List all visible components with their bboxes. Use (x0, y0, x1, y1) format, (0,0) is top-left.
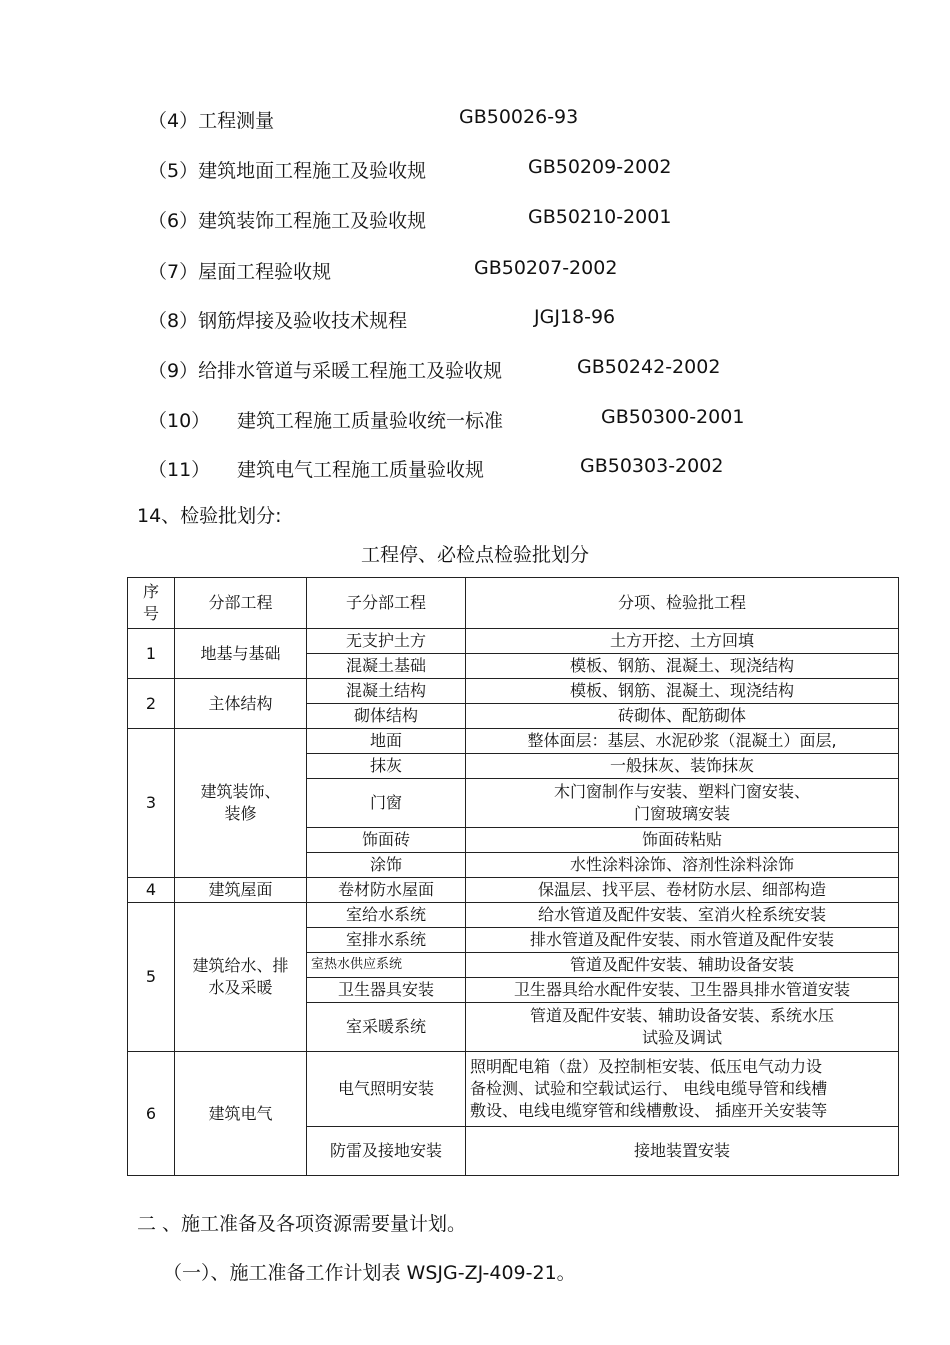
standard-name: 屋面工程验收规 (198, 261, 332, 283)
items-cell: 排水管道及配件安装、雨水管道及配件安装 (466, 928, 899, 953)
standard-code: GB50210-2001 (528, 206, 672, 228)
division-line2: 装修 (224, 804, 257, 823)
inspection-batch-table (127, 577, 899, 1176)
subdivision-cell: 室给水系统 (307, 903, 466, 928)
standard-code: JGJ18-96 (534, 306, 616, 328)
table-row (128, 629, 899, 654)
subdivision-cell: 电气照明安装 (307, 1052, 466, 1127)
standard-code: GB50209-2002 (528, 156, 672, 178)
table-header-row (128, 578, 899, 629)
items-cell (466, 1052, 899, 1127)
table-row (128, 729, 899, 754)
subdivision-cell: 砌体结构 (307, 704, 466, 729)
items-line2: 试验及调试 (641, 1028, 722, 1047)
subdivision-cell: 涂饰 (307, 853, 466, 878)
items-cell: 饰面砖粘贴 (466, 828, 899, 853)
division-line2: 水及采暖 (208, 978, 273, 997)
seq-cell: 6 (128, 1052, 175, 1176)
seq-cell: 4 (128, 878, 175, 903)
items-cell: 卫生器具给水配件安装、卫生器具排水管道安装 (466, 978, 899, 1003)
items-cell: 模板、钢筋、混凝土、现浇结构 (466, 679, 899, 704)
standard-code: GB50300-2001 (601, 406, 745, 428)
standard-code: GB50242-2002 (577, 356, 721, 378)
standard-number: （6） (148, 210, 199, 232)
table-title: 工程停、必检点检验批划分 (360, 544, 589, 566)
header-subdivision: 子分部工程 (307, 578, 466, 629)
items-cell: 接地装置安装 (466, 1127, 899, 1176)
seq-cell: 1 (128, 629, 175, 679)
standard-name: 给排水管道与采暖工程施工及验收规 (198, 360, 503, 382)
division-cell (175, 729, 307, 878)
header-seq-line2: 号 (142, 604, 159, 623)
standard-item (148, 156, 672, 183)
division-cell: 建筑电气 (175, 1052, 307, 1176)
subdivision-cell: 地面 (307, 729, 466, 754)
items-cell: 整体面层：基层、水泥砂浆（混凝土）面层, (466, 729, 899, 754)
items-line1: 木门窗制作与安装、塑料门窗安装、 (553, 782, 810, 801)
standard-name: 建筑电气工程施工质量验收规 (237, 459, 485, 481)
subdivision-cell: 混凝土基础 (307, 654, 466, 679)
division-line1: 建筑给水、排 (192, 956, 289, 975)
subdivision-cell: 饰面砖 (307, 828, 466, 853)
standard-number: （11） (148, 459, 211, 481)
items-cell: 管道及配件安装、辅助设备安装 (466, 953, 899, 978)
section-2-heading: 二 、施工准备及各项资源需要量计划。 (137, 1213, 467, 1235)
subdivision-cell: 室热水供应系统 (307, 953, 466, 978)
items-cell: 土方开挖、土方回填 (466, 629, 899, 654)
items-line1: 照明配电箱（盘）及控制柜安装、低压电气动力设 (470, 1057, 823, 1076)
items-cell: 水性涂料涂饰、溶剂性涂料涂饰 (466, 853, 899, 878)
items-line2: 门窗玻璃安装 (633, 804, 730, 823)
subdivision-cell: 卫生器具安装 (307, 978, 466, 1003)
items-cell: 给水管道及配件安装、室消火栓系统安装 (466, 903, 899, 928)
division-cell: 建筑屋面 (175, 878, 307, 903)
subdivision-cell: 防雷及接地安装 (307, 1127, 466, 1176)
table-row (128, 1052, 899, 1127)
seq-cell: 2 (128, 679, 175, 729)
standard-item (148, 356, 721, 383)
standard-item (148, 106, 579, 133)
division-cell: 地基与基础 (175, 629, 307, 679)
subdivision-cell: 室排水系统 (307, 928, 466, 953)
standard-item (148, 206, 672, 233)
items-cell: 砖砌体、配筋砌体 (466, 704, 899, 729)
standard-name: 工程测量 (198, 110, 275, 132)
standard-number: （7） (148, 261, 199, 283)
section-2-1-heading: （一）、施工准备工作计划表 WSJG-ZJ-409-21。 (163, 1262, 576, 1284)
items-cell: 保温层、找平层、卷材防水层、细部构造 (466, 878, 899, 903)
seq-cell: 5 (128, 903, 175, 1052)
standard-number: （9） (148, 360, 199, 382)
standard-code: GB50303-2002 (580, 455, 724, 477)
standard-name: 建筑装饰工程施工及验收规 (198, 210, 427, 232)
standard-name: 建筑工程施工质量验收统一标准 (237, 410, 504, 432)
table-row (128, 679, 899, 704)
table-row (128, 878, 899, 903)
subdivision-cell: 室采暖系统 (307, 1003, 466, 1052)
table-row (128, 903, 899, 928)
header-items: 分项、检验批工程 (466, 578, 899, 629)
items-line3: 敷设、电线电缆穿管和线槽敷设、 插座开关安装等 (470, 1101, 828, 1120)
standard-item (148, 455, 724, 482)
division-cell (175, 903, 307, 1052)
standard-code: GB50207-2002 (474, 257, 618, 279)
items-cell (466, 1003, 899, 1052)
standard-code: GB50026-93 (459, 106, 579, 128)
items-cell: 模板、钢筋、混凝土、现浇结构 (466, 654, 899, 679)
items-line1: 管道及配件安装、辅助设备安装、系统水压 (529, 1006, 834, 1025)
standard-number: （8） (148, 310, 199, 332)
division-cell: 主体结构 (175, 679, 307, 729)
seq-cell: 3 (128, 729, 175, 878)
standard-number: （5） (148, 160, 199, 182)
section-14-heading: 14、检验批划分: (137, 505, 282, 527)
items-cell (466, 779, 899, 828)
subdivision-cell: 抹灰 (307, 754, 466, 779)
standard-item (148, 306, 616, 333)
subdivision-cell: 混凝土结构 (307, 679, 466, 704)
standard-item (148, 257, 618, 284)
subdivision-cell: 卷材防水屋面 (307, 878, 466, 903)
header-seq-line1: 序 (142, 582, 159, 601)
header-seq (128, 578, 175, 629)
items-cell: 一般抹灰、装饰抹灰 (466, 754, 899, 779)
standard-name: 建筑地面工程施工及验收规 (198, 160, 427, 182)
subdivision-cell: 无支护土方 (307, 629, 466, 654)
standard-item (148, 406, 745, 433)
standard-name: 钢筋焊接及验收技术规程 (198, 310, 408, 332)
division-line1: 建筑装饰、 (200, 782, 281, 801)
standard-number: （10） (148, 410, 211, 432)
subdivision-cell: 门窗 (307, 779, 466, 828)
items-line2: 备检测、试验和空载试运行、 电线电缆导管和线槽 (470, 1079, 828, 1098)
standard-number: （4） (148, 110, 199, 132)
header-division: 分部工程 (175, 578, 307, 629)
